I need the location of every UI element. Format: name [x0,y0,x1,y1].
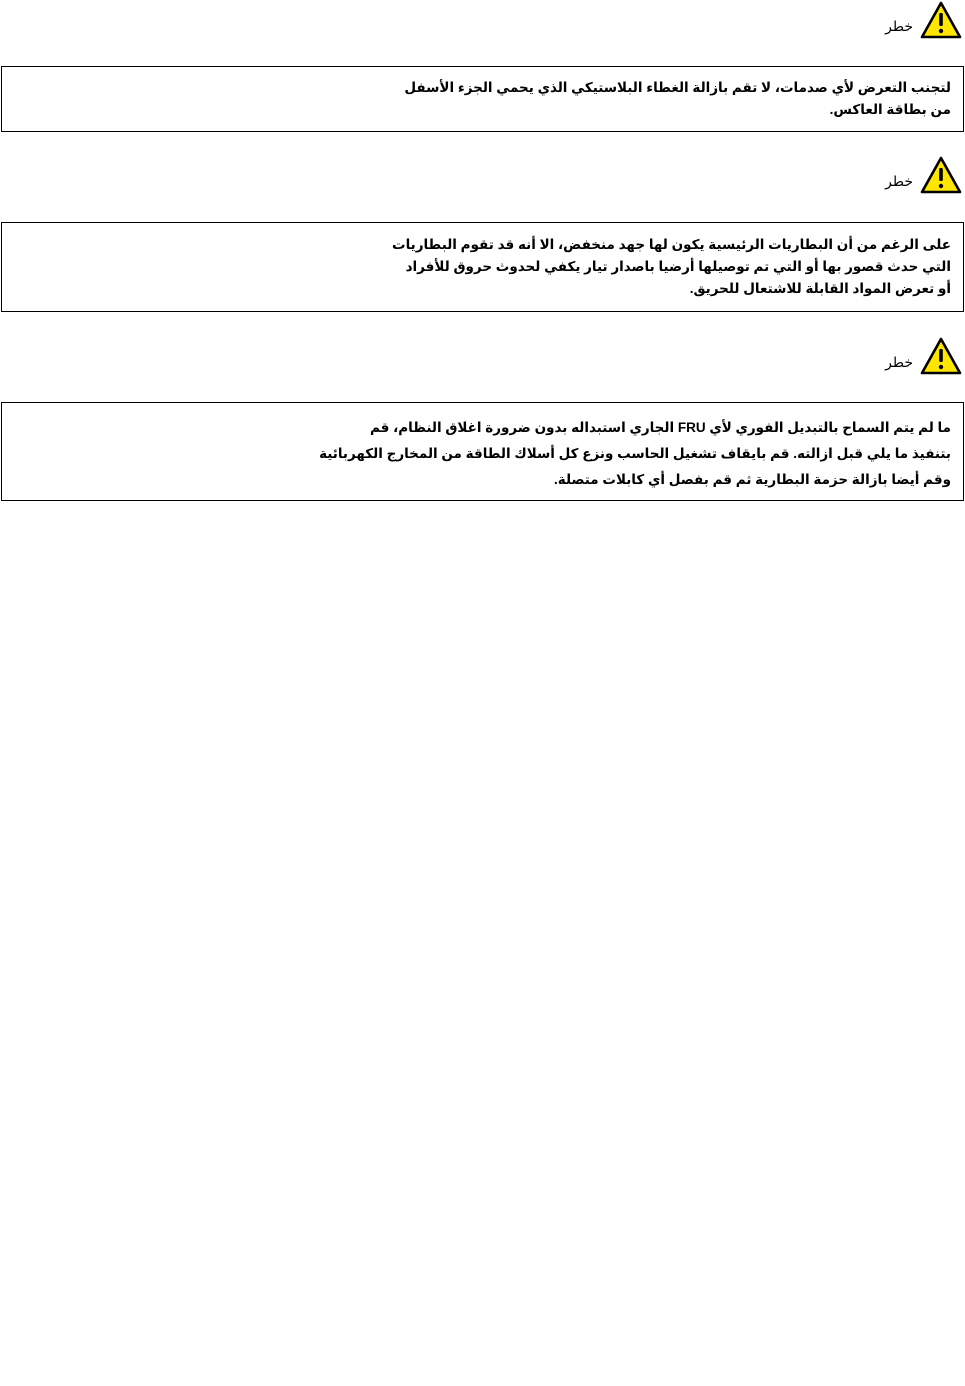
danger-label: خطر [885,17,913,34]
notice-text-line: أو تعرض المواد القابلة للاشتعال للحريق. [689,281,951,296]
danger-heading-3 [885,336,963,376]
notice-text-line: من بطاقة العاكس. [829,102,951,117]
notice-text-line: وقم أيضا بازالة حزمة البطارية ثم قم بفصل أي كابلات متصلة. [554,472,951,487]
danger-label: خطر [885,172,913,189]
notice-text-line: على الرغم من أن البطاريات الرئيسية يكون لها جهد منخفض، الا أنه قد تقوم البطاريات [392,237,951,252]
danger-notice-box-2 [1,222,964,312]
warning-triangle-icon [919,0,963,40]
danger-heading-1 [885,0,963,40]
warning-triangle-icon [919,336,963,376]
danger-label: خطر [885,353,913,370]
warning-triangle-icon [919,155,963,195]
danger-notice-box-1 [1,66,964,132]
notice-text-line: بتنفيذ ما يلي قبل ازالته. قم بايقاف تشغيل الحاسب ونزع كل أسلاك الطاقة من المخارج الكهربائية [319,446,951,461]
notice-text-line: التي حدث قصور بها أو التي تم توصيلها أرضيا باصدار تيار يكفي لحدوث حروق للأفراد [405,259,951,274]
notice-text-line: ما لم يتم السماح بالتبديل الفوري لأي FRU الجاري استبداله بدون ضرورة اغلاق النظام، قم [369,420,951,435]
danger-notice-box-3 [1,402,964,501]
notice-text-line: لتجنب التعرض لأي صدمات، لا تقم بازالة الغطاء البلاستيكي الذي يحمي الجزء الأسفل [404,80,951,95]
danger-heading-2 [885,155,963,195]
